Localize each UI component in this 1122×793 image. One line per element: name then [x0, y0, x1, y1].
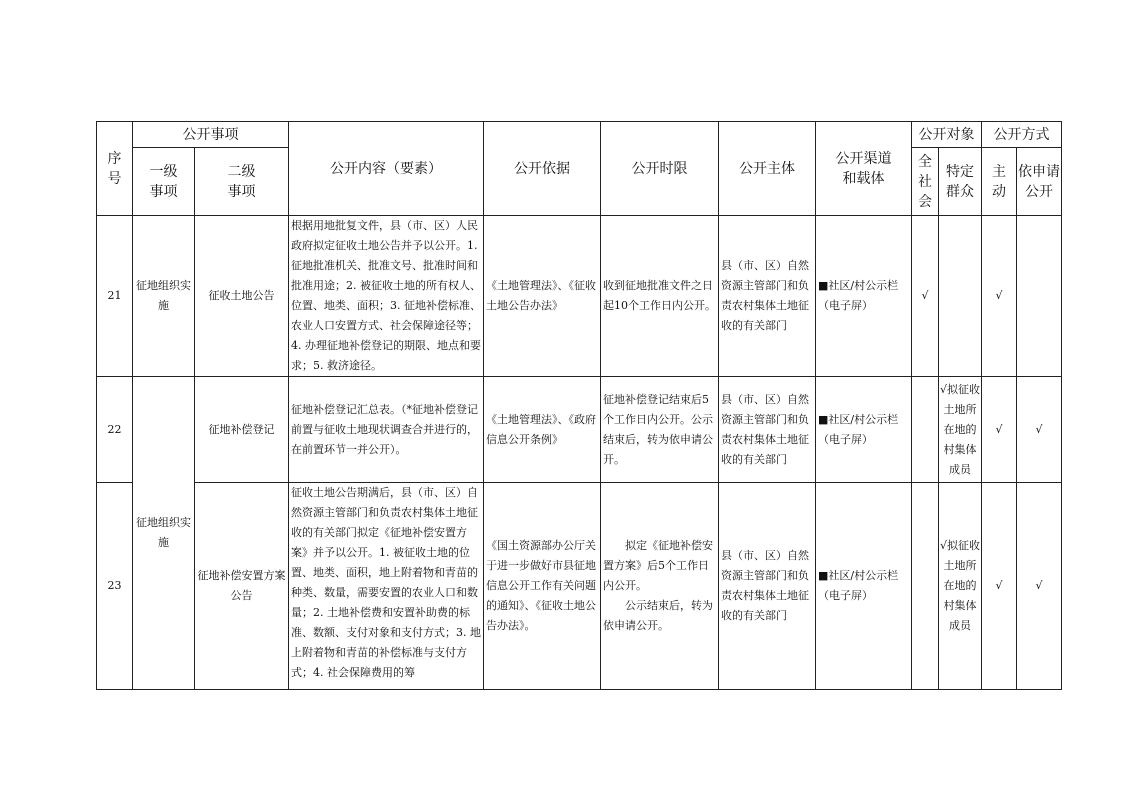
row-time-limit: 征地补偿登记结束后5个工作日内公开。公示结束后，转为依申请公开。 — [601, 377, 719, 483]
row-basis: 《国土资源部办公厅关于进一步做好市县征地信息公开工作有关问题的通知》、《征收土地公告办法》。 — [484, 483, 601, 690]
row-time-limit-part2: 公示结束后，转为依申请公开。 — [603, 599, 713, 632]
row-seq: 22 — [97, 377, 133, 483]
row-subject: 县（市、区）自然资源主管部门和负责农村集体土地征收的有关部门 — [719, 377, 816, 483]
table-row — [97, 216, 1062, 377]
row-basis: 《土地管理法》、《政府信息公开条例》 — [484, 377, 601, 483]
row-target-specific — [939, 216, 982, 377]
row-content: 根据用地批复文件，县（市、区）人民政府拟定征收土地公告并予以公开。1. 征地批准机关、批准文号、批准时间和批准用途；2. 被征收土地的所有权人、位置、地类、面积；3. 征地补偿标准、农业人口安置方式、社会保障途径等；4. 办理征地补偿登记的期限、地点和要求；5. 救济途径。 — [289, 216, 484, 377]
row-target-specific: √拟征收土地所在地的村集体成员 — [939, 483, 982, 690]
row-target-all — [912, 377, 939, 483]
disclosure-table — [96, 121, 1062, 690]
row-basis: 《土地管理法》、《征收土地公告办法》 — [484, 216, 601, 377]
header-subject: 公开主体 — [719, 122, 816, 216]
row-method-active: √ — [982, 483, 1017, 690]
row-level2: 征收土地公告 — [195, 216, 289, 377]
row-seq: 23 — [97, 483, 133, 690]
row-method-request — [1017, 216, 1062, 377]
row-target-specific: √拟征收土地所在地的村集体成员 — [939, 377, 982, 483]
header-group-items: 公开事项 — [133, 122, 289, 148]
header-time-limit: 公开时限 — [601, 122, 719, 216]
header-target-all — [912, 148, 939, 216]
header-seq — [97, 122, 133, 216]
header-group-method: 公开方式 — [982, 122, 1062, 148]
row-time-limit — [601, 483, 719, 690]
header-level2: 二级 事项 — [195, 148, 289, 216]
header-level1: 一级 事项 — [133, 148, 195, 216]
header-channel: 公开渠道 和载体 — [816, 122, 912, 216]
header-content: 公开内容（要素） — [289, 122, 484, 216]
row-target-all — [912, 483, 939, 690]
row-level2: 征地补偿登记 — [195, 377, 289, 483]
row-time-limit: 收到征地批准文件之日起10个工作日内公开。 — [601, 216, 719, 377]
table-row — [97, 483, 1062, 690]
row-content — [289, 483, 484, 690]
row-level1: 征地组织实施 — [133, 216, 195, 377]
header-group-target: 公开对象 — [912, 122, 982, 148]
header-method-request: 依申请 公开 — [1017, 148, 1062, 216]
row-content-text: 征收土地公告期满后，县（市、区）自然资源主管部门和负责农村集体土地征收的有关部门拟定《征地补偿安置方案》并予以公开。1. 被征收土地的位置、地类、面积，地上附着物和青苗的种类、数量，需要安置的农业人口和数量；2. 土地补偿费和安置补助费的标准、数额、支付对象和支付方式；3. 地上附着物和青苗的补偿标准与支付方式；4. 社会保障费用的筹 — [291, 486, 481, 679]
row-method-active: √ — [982, 377, 1017, 483]
row-target-all: √ — [912, 216, 939, 377]
row-method-request: √ — [1017, 377, 1062, 483]
row-content: 征地补偿登记汇总表。（*征地补偿登记前置与征收土地现状调查合并进行的，在前置环节一并公开）。 — [289, 377, 484, 483]
row-channel: ■社区/村公示栏（电子屏） — [816, 377, 912, 483]
header-target-all-label: 全社会 — [918, 153, 932, 210]
row-level1: 征地组织实施 — [133, 377, 195, 690]
row-time-limit-part1: 拟定《征地补偿安置方案》后5个工作日内公开。 — [603, 539, 713, 592]
header-target-specific: 特定 群众 — [939, 148, 982, 216]
row-subject: 县（市、区）自然资源主管部门和负责农村集体土地征收的有关部门 — [719, 216, 816, 377]
row-level2: 征地补偿安置方案公告 — [195, 483, 289, 690]
header-method-active: 主 动 — [982, 148, 1017, 216]
row-subject: 县（市、区）自然资源主管部门和负责农村集体土地征收的有关部门 — [719, 483, 816, 690]
row-channel: ■社区/村公示栏（电子屏） — [816, 216, 912, 377]
header-basis: 公开依据 — [484, 122, 601, 216]
row-method-active: √ — [982, 216, 1017, 377]
row-method-request: √ — [1017, 483, 1062, 690]
row-seq: 21 — [97, 216, 133, 377]
row-channel: ■社区/村公示栏（电子屏） — [816, 483, 912, 690]
table-row — [97, 377, 1062, 483]
header-seq-label: 序号 — [107, 150, 122, 187]
